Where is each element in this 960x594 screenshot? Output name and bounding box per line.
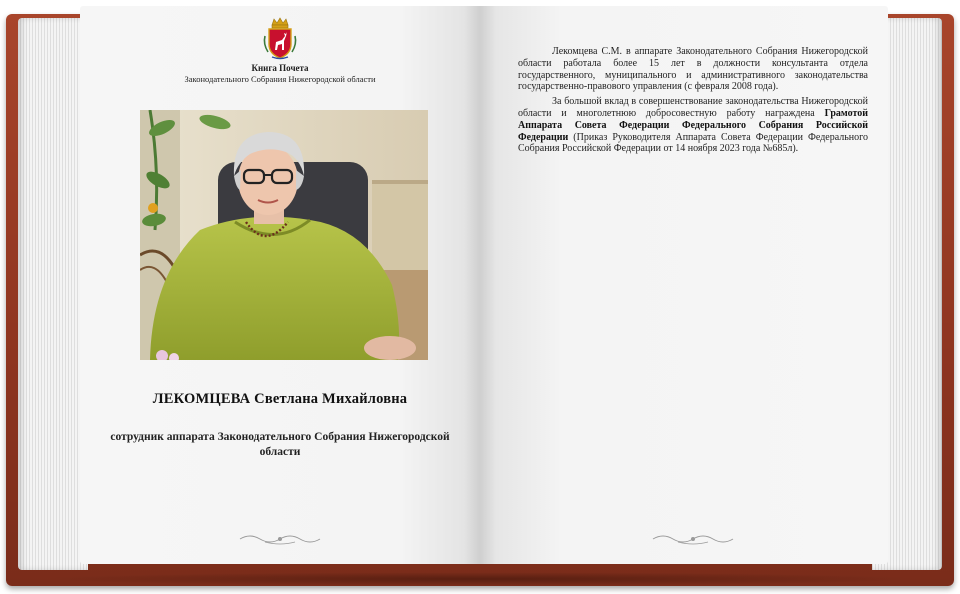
award-order: (Приказ Руководителя Аппарата Совета Федерации Федерального Собрания Российской Федерации от 14 ноября 2023 года №685л). bbox=[518, 131, 868, 155]
award-name: Грамотой Аппарата Совета Федерации Федерального Собрания Российской Федерации bbox=[518, 107, 868, 143]
coat-of-arms-icon bbox=[262, 16, 298, 60]
award-intro: За большой вклад в совершенствование законодательства Нижегородской области и многолетнюю добросовестную работу награждена bbox=[518, 96, 868, 119]
book-title: Книга Почета bbox=[251, 63, 309, 73]
right-page bbox=[480, 6, 888, 564]
person-role: сотрудник аппарата Законодательного Собрания Нижегородской области bbox=[110, 431, 450, 458]
flourish-ornament-icon bbox=[235, 532, 325, 546]
page-stack-left bbox=[18, 18, 88, 570]
flourish-ornament-icon bbox=[648, 532, 738, 546]
person-name: ЛЕКОМЦЕВА Светлана Михайловна bbox=[152, 391, 408, 407]
book-subtitle: Законодательного Собрания Нижегородской области bbox=[184, 74, 376, 84]
biography-text bbox=[518, 46, 868, 158]
left-page bbox=[80, 6, 480, 564]
biography-paragraph-1: Лекомцева С.М. в аппарате Законодательного Собрания Нижегородской области работала более 15 лет в должности консультанта отдела государственного, муниципального и административного законодательства государственно-правового управления (с февраля 2008 года). bbox=[518, 46, 868, 93]
portrait-photo bbox=[140, 110, 428, 360]
biography-paragraph-2 bbox=[518, 96, 868, 155]
cover-shadow bbox=[40, 572, 920, 586]
